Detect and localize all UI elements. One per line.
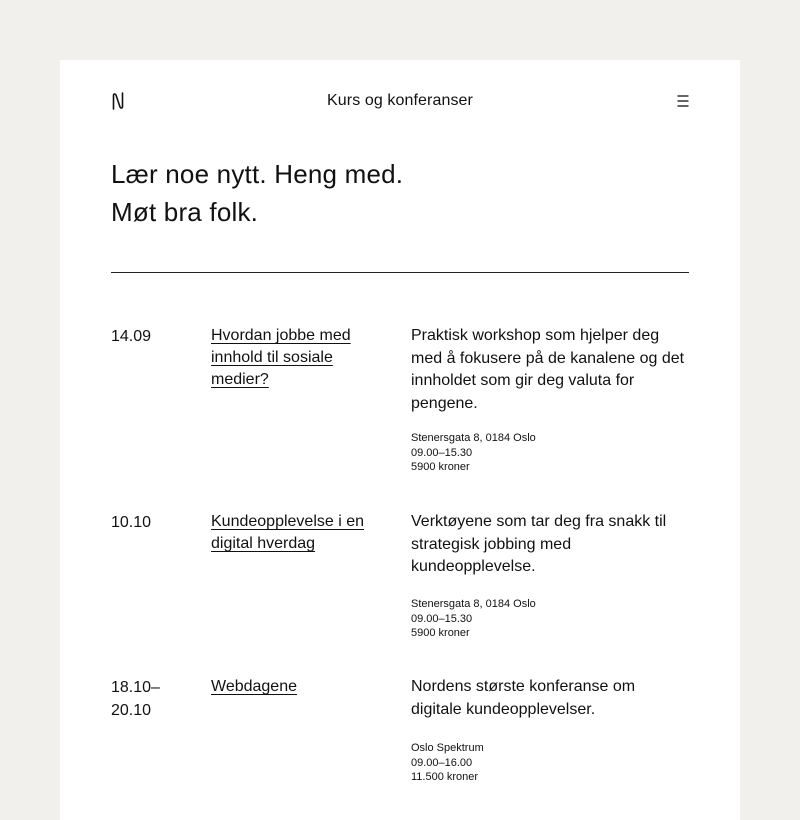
event-location: Stenersgata 8, 0184 Oslo <box>411 432 536 444</box>
event-time: 09.00–16.00 <box>411 756 473 769</box>
divider <box>111 272 689 273</box>
event-price: 5900 kroner <box>411 461 470 473</box>
event-time: 09.00–15.30 <box>411 612 473 625</box>
event-meta <box>411 741 689 785</box>
event-price: 5900 kroner <box>411 627 470 639</box>
site-title: Kurs og konferanser <box>327 92 473 109</box>
hero-line-2: Møt bra folk. <box>111 197 259 227</box>
event-description: Praktisk workshop som hjelper deg med å fokusere på de kanalene og det innholdet som gir deg valuta for pengene. <box>411 327 685 412</box>
content-card <box>60 60 740 820</box>
event-time: 09.00–15.30 <box>411 446 473 459</box>
event-description: Nordens største konferanse om digitale kundeopplevelser. <box>411 678 636 718</box>
hamburger-menu-icon[interactable] <box>677 93 689 109</box>
event-date: 14.09 <box>111 328 152 345</box>
event-meta <box>411 597 689 641</box>
event-title-link[interactable]: Hvordan jobbe med innhold til sosiale medier? <box>211 327 351 388</box>
event-location: Stenersgata 8, 0184 Oslo <box>411 598 536 610</box>
hero-heading <box>111 155 403 231</box>
event-title <box>211 676 371 698</box>
hero-line-1: Lær noe nytt. Heng med. <box>111 159 404 189</box>
event-title-link[interactable]: Webdagene <box>211 678 297 695</box>
event-price: 11.500 kroner <box>411 771 479 783</box>
event-title <box>211 511 371 555</box>
event-date: 10.10 <box>111 514 152 531</box>
event-date: 18.10– 20.10 <box>111 679 160 719</box>
event-title-link[interactable]: Kundeopplevelse i en digital hverdag <box>211 513 365 552</box>
event-title <box>211 325 371 391</box>
site-header <box>111 91 689 111</box>
event-location: Oslo Spektrum <box>411 742 484 754</box>
event-description: Verktøyene som tar deg fra snakk til strategisk jobbing med kundeopplevelse. <box>411 513 667 575</box>
event-meta <box>411 431 689 475</box>
